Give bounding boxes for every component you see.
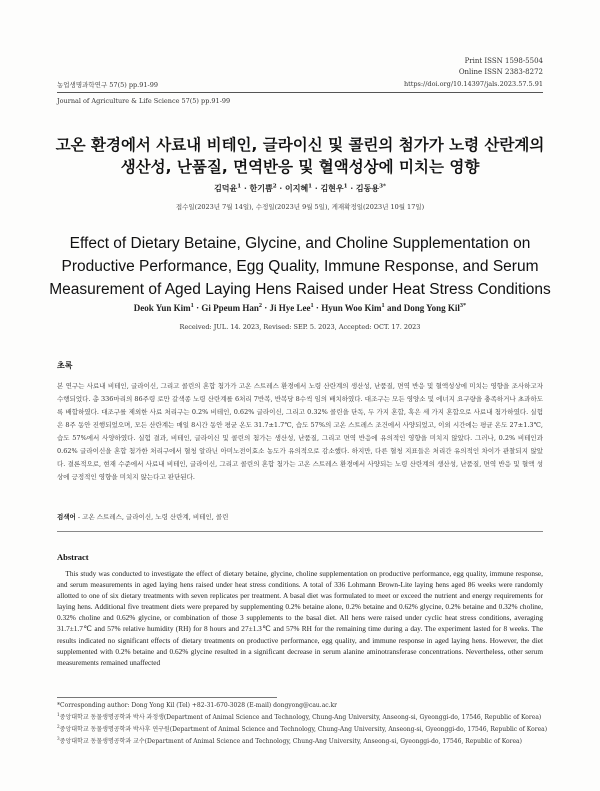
section-divider bbox=[57, 531, 543, 532]
abstract-en-heading: Abstract bbox=[57, 552, 89, 562]
author-en-2: Gi Ppeum Han bbox=[201, 303, 259, 313]
footnotes bbox=[57, 700, 560, 748]
author-ko-5: 김동용 bbox=[355, 183, 380, 193]
online-issn: Online ISSN 2383-8272 bbox=[458, 68, 543, 76]
title-en-line2: Productive Performance, Egg Quality, Immune Response, and Serum bbox=[61, 258, 539, 275]
abstract-ko-body: 본 연구는 사료내 비테인, 글라이신, 그리고 콜린의 혼합 첨가가 고온 스트레스 환경에서 노령 산란계의 생산성, 난품질, 면역 반응 및 혈액성상에 미치는 영향을 조사하고자 수행되었다. 총 336마리의 86주령 로만 갈색종 노령 산란계를 6처리 7반복, 반복당 8수씩 임의 배치하였다. 대조구는 모든 영양소 및 에너지 요구량을 충족하거나 초과하도록 배합하였다. 대조구를 제외한 사료 처리구는 0.2% 비테인, 0.62% 글라이신, 그리고 0.32% 콜린을 단독, 두 가지 혼합, 혹은 세 가지 혼합으로 사료내 첨가하였다. 실험은 8주 동안 진행되었으며, 모든 산란계는 매일 8시간 동안 평균 온도 31.7±1.7℃, 습도 57%의 고온 스트레스 조건에서 사양되었고, 이외 시간에는 평균 온도 27±1.3℃, 습도 57%에서 사양하였다. 실험 결과, 비테인, 글라이신 및 콜린의 첨가는 생산성, 난품질, 그리고 면역 반응에 유의적인 영향을 미치지 않았다. 그러나, 0.2% 비테인과 0.62% 글라이신을 혼합 첨가한 처리구에서 혈청 알라닌 아미노전이효소 농도가 유의적으로 감소했다. 하지만, 다른 혈청 지표들은 처리간 유의적인 차이가 관찰되지 않았다. 결론적으로, 현재 수준에서 사료내 비테인, 글라이신, 그리고 콜린의 혼합 첨가는 고온 스트레스 환경에서 사양되는 노령 산란계의 생산성, 난품질, 면역 반응 및 혈액 성상에 긍정적인 영향을 미치지 않는다고 판단된다. bbox=[57, 382, 543, 481]
footnote-2: $^2$중앙대학교 동물생명공학과 박사후 연구원(Department of Animal Science and Technology, Chung-Ang University, Anseong-si, Gyeonggi-do, 17546, Republic of Korea) bbox=[57, 724, 548, 733]
authors-english: Deok Yun Kim$^1$ · Gi Ppeum Han$^2$ · Ji Hye Lee$^1$ · Hyun Woo Kim$^1$ and Dong Yong Kil$^{3*}$ bbox=[133, 302, 467, 313]
title-en-line3: Measurement of Aged Laying Hens Raised under Heat Stress Conditions bbox=[49, 281, 551, 298]
dates-korean: 접수일(2023년 7월 14일), 수정일(2023년 9월 5일), 게재확정일(2023년 10월 17일) bbox=[175, 203, 425, 211]
author-ko-2: 한기쁨 bbox=[249, 183, 273, 193]
abstract-en-text: This study was conducted to investigate the effect of dietary betaine, glycine, choline supplementation on productive performance, egg quality, immune response, and serum measurements in aged laying hens raised under heat stress conditions. A total of 336 Lohmann Brown-Lite laying hens aged 86 weeks were randomly allotted to one of six dietary treatments with seven replicates per treatment. A basal diet was formulated to meet or exceed the nutrient and energy requirements for laying hens. Additional five treatment diets were prepared by supplementing 0.2% betaine alone, 0.2% betaine and 0.62% glycine, 0.2% betaine and 0.32% choline, 0.32% choline and 0.62% glycine, or combination of those 3 supplements to the basal diet. All hens were raised under cyclic heat stress conditions, averaging 31.7±1.7℃ and 57% relative humidity (RH) for 8 hours and 27±1.3℃ and 57% RH for the remaining time during a day. The experiment lasted for 8 weeks. The results indicated no significant effects of dietary treatments on productive performance, egg quality, and immune response in aged laying hens. However, the diet supplemented with 0.2% betaine and 0.62% glycine resulted in a significant decrease in serum alanine aminotransferase concentrations. Nevertheless, other serum measurements remained unaffected bbox=[57, 569, 543, 667]
keywords-list: - 고온 스트레스, 글라이신, 노령 산란계, 비테인, 콜린 bbox=[75, 513, 229, 521]
title-ko-line1: 고온 환경에서 사료내 비테인, 글라이신 및 콜린의 첨가가 노령 산란계의 bbox=[55, 136, 545, 154]
title-english bbox=[30, 232, 570, 301]
title-korean bbox=[40, 134, 560, 178]
footnote-divider bbox=[57, 697, 277, 698]
authors-korean: 김덕윤$^1$ · 한기쁨$^2$ · 이지혜$^1$ · 김현우$^1$ · 김동용$^{3*}$ bbox=[214, 183, 386, 193]
author-ko-1: 김덕윤 bbox=[214, 183, 238, 193]
abstract-ko-heading: 초록 bbox=[57, 360, 73, 370]
author-en-3: Ji Hye Lee bbox=[269, 303, 311, 313]
keywords-ko bbox=[57, 512, 228, 521]
dates-english: Received: JUL. 14. 2023, Revised: SEP. 5. 2023, Accepted: OCT. 17. 2023 bbox=[179, 323, 421, 331]
abstract-en-body bbox=[57, 568, 543, 668]
title-ko-line2: 생산성, 난품질, 면역반응 및 혈액성상에 미치는 영향 bbox=[120, 158, 480, 176]
author-en-4: Hyun Woo Kim bbox=[321, 303, 382, 313]
journal-citation-en: Journal of Agriculture & Life Science 57(5) pp.91-99 bbox=[57, 97, 231, 105]
corresponding-author: *Corresponding author: Dong Yong Kil (Tel) +82-31-670-3028 (E-mail) dongyong@cau.ac.kr bbox=[57, 702, 338, 709]
journal-citation-ko: 농업생명과학연구 57(5) pp.91-99 bbox=[57, 81, 158, 89]
issn-block bbox=[459, 56, 543, 78]
author-ko-4: 김현우 bbox=[320, 183, 344, 193]
header-divider bbox=[57, 92, 543, 93]
footnote-1: $^1$중앙대학교 동물생명공학과 박사 과정생(Department of Animal Science and Technology, Chung-Ang University, Anseong-si, Gyeonggi-do, 17546, Republic of Korea) bbox=[57, 712, 542, 721]
author-en-1: Deok Yun Kim bbox=[133, 303, 191, 313]
doi-link[interactable]: https://doi.org/10.14397/jals.2023.57.5.91 bbox=[403, 80, 543, 88]
print-issn: Print ISSN 1598-5504 bbox=[464, 57, 543, 65]
author-en-5: Dong Yong Kil bbox=[403, 303, 460, 313]
footnote-3: $^3$중앙대학교 동물생명공학과 교수(Department of Animal Science and Technology, Chung-Ang University, Anseong-si, Gyeonggi-do, 17546, Republic of Korea) bbox=[57, 736, 522, 745]
title-en-line1: Effect of Dietary Betaine, Glycine, and Choline Supplementation on bbox=[69, 235, 531, 252]
author-ko-3: 이지혜 bbox=[284, 183, 309, 193]
keywords-label: 검색어 bbox=[57, 513, 76, 521]
